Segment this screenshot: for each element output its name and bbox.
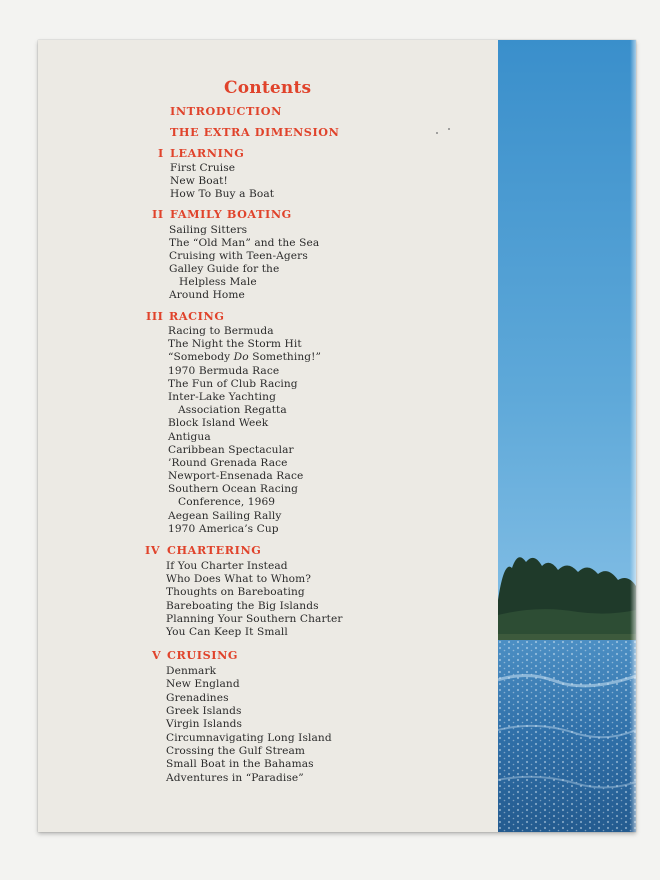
extra-dimension-entry: THE EXTRA DIMENSION <box>170 125 340 139</box>
toc-item: The Night the Storm Hit <box>168 338 302 350</box>
toc-item: 1970 America’s Cup <box>168 523 279 535</box>
toc-item: Sailing Sitters <box>169 224 248 236</box>
toc-item: Planning Your Southern Charter <box>166 613 343 625</box>
toc-item: Circumnavigating Long Island <box>166 732 332 744</box>
toc-item: Denmark <box>166 665 217 677</box>
toc-item: You Can Keep It Small <box>166 626 288 638</box>
toc-item: Cruising with Teen-Agers <box>169 250 308 262</box>
section-3-heading: RACING <box>169 309 225 323</box>
toc-item: Grenadines <box>166 692 229 704</box>
toc-item: Conference, 1969 <box>178 496 276 508</box>
section-5-heading: CRUISING <box>167 648 239 662</box>
intro-entry: INTRODUCTION <box>170 104 282 118</box>
toc-item: Antigua <box>168 431 211 443</box>
toc-item: The Fun of Club Racing <box>168 378 298 390</box>
paper-speck <box>436 132 438 134</box>
toc-item: Crossing the Gulf Stream <box>166 745 306 757</box>
toc-item: New Boat! <box>170 175 228 187</box>
section-4-heading: CHARTERING <box>167 543 262 557</box>
toc-item: 1970 Bermuda Race <box>168 365 280 377</box>
toc-item: How To Buy a Boat <box>170 188 275 200</box>
sea-photo-art <box>498 40 636 832</box>
contents-title: Contents <box>224 78 312 98</box>
section-2-numeral: II <box>152 207 164 221</box>
toc-item: Association Regatta <box>178 404 287 416</box>
toc-item: ’Round Grenada Race <box>168 457 288 469</box>
toc-item: If You Charter Instead <box>166 560 288 572</box>
toc-item: Aegean Sailing Rally <box>168 510 282 522</box>
toc-item: Helpless Male <box>179 276 257 288</box>
sea-photo <box>498 40 636 832</box>
toc-item: Thoughts on Bareboating <box>166 586 305 598</box>
paper-speck <box>448 128 450 130</box>
section-4-numeral: IV <box>145 543 161 557</box>
toc-item: Greek Islands <box>166 705 242 717</box>
section-3-numeral: III <box>146 309 164 323</box>
toc-item: “Somebody Do Something!” <box>168 351 322 363</box>
toc-item: Virgin Islands <box>166 718 243 730</box>
toc-item: Small Boat in the Bahamas <box>166 758 314 770</box>
section-1-numeral: I <box>158 146 164 160</box>
book-back-cover <box>38 40 636 832</box>
contents-panel <box>38 40 498 832</box>
toc-item: Block Island Week <box>168 417 269 429</box>
toc-item: Newport-Ensenada Race <box>168 470 304 482</box>
toc-item: Inter-Lake Yachting <box>168 391 276 403</box>
section-5-numeral: V <box>152 648 162 662</box>
toc-item: The “Old Man” and the Sea <box>169 237 320 249</box>
section-2-heading: FAMILY BOATING <box>170 207 292 221</box>
toc-item: Caribbean Spectacular <box>168 444 294 456</box>
toc-item: Racing to Bermuda <box>168 325 274 337</box>
toc-item: Around Home <box>169 289 245 301</box>
toc-item: Bareboating the Big Islands <box>166 600 319 612</box>
toc-item: Galley Guide for the <box>169 263 280 275</box>
toc-item: Who Does What to Whom? <box>166 573 312 585</box>
toc-item: First Cruise <box>170 162 236 174</box>
section-1-heading: LEARNING <box>170 146 245 160</box>
spine-edge <box>630 40 636 832</box>
toc-item: Adventures in “Paradise” <box>166 772 304 784</box>
toc-item: Southern Ocean Racing <box>168 483 299 495</box>
toc-item: New England <box>166 678 240 690</box>
